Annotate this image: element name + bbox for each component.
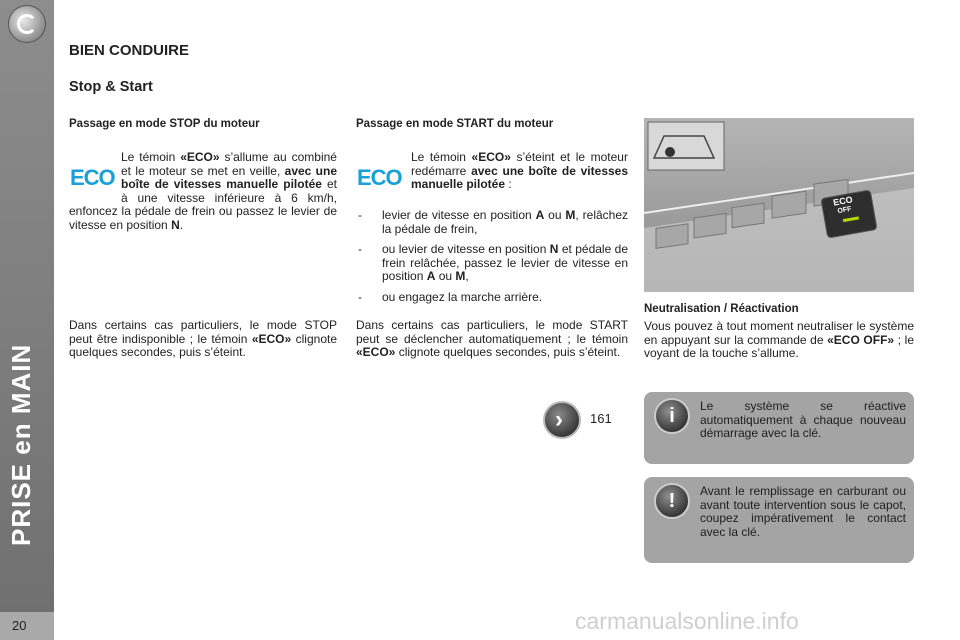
subsection-title: Stop & Start bbox=[69, 79, 153, 95]
dashboard-photo bbox=[644, 118, 914, 292]
warning-box bbox=[644, 477, 914, 563]
stop-mode-heading: Passage en mode STOP du moteur bbox=[69, 118, 260, 130]
info-icon: i bbox=[654, 398, 690, 434]
stop-mode-text: Le témoin «ECO» s’allume au combiné et le moteur se met en veille, avec une boîte de vitesses manuelle pilotée et à une vitesse inférieure à 6 km/h, enfoncez la pédale de frein ou passez le levier de vitesse en position N. bbox=[69, 150, 337, 232]
list-item: - levier de vitesse en position A ou M, relâchez la pédale de frein, bbox=[356, 209, 628, 236]
stop-mode-note: Dans certains cas particuliers, le mode STOP peut être indisponible ; le témoin «ECO» clignote quelques secondes, puis s’éteint. bbox=[69, 318, 338, 359]
info-box bbox=[644, 392, 914, 464]
page-reference: 161 bbox=[590, 411, 612, 426]
warning-text: Avant le remplissage en carburant ou avant toute intervention sous le capot, coupez impérativement le contact avec la clé. bbox=[700, 484, 906, 539]
eco-off-button-label: ECO OFF bbox=[832, 194, 854, 216]
eco-icon: ECO bbox=[357, 165, 402, 190]
info-text: Le système se réactive automatiquement à chaque nouveau démarrage avec la clé. bbox=[700, 399, 906, 440]
list-item: - ou engagez la marche arrière. bbox=[356, 291, 628, 305]
start-mode-heading: Passage en mode START du moteur bbox=[356, 118, 554, 130]
neutralisation-heading: Neutralisation / Réactivation bbox=[644, 303, 799, 315]
brand-logo-icon bbox=[8, 5, 46, 43]
warning-icon: ! bbox=[654, 483, 690, 519]
start-mode-text: Le témoin «ECO» s’éteint et le moteur redémarre avec une boîte de vitesses manuelle pilotée : bbox=[411, 150, 629, 191]
page-reference-arrow-icon: › bbox=[543, 401, 581, 439]
watermark: carmanualsonline.info bbox=[575, 608, 799, 634]
neutralisation-text: Vous pouvez à tout moment neutraliser le système en appuyant sur la commande de «ECO OFF» ; le voyant de la touche s’allume. bbox=[644, 319, 914, 360]
start-mode-note: Dans certains cas particuliers, le mode START peut se déclencher automatiquement ; le témoin «ECO» clignote quelques secondes, puis s’éteint. bbox=[356, 318, 628, 359]
section-title: BIEN CONDUIRE bbox=[69, 42, 190, 59]
sidebar-title: PRISE en MAIN bbox=[6, 343, 36, 546]
sidebar bbox=[0, 0, 54, 640]
dashboard-illustration bbox=[644, 118, 914, 292]
list-item: - ou levier de vitesse en position N et pédale de frein relâchée, passez le levier de vitesse en position A ou M, bbox=[356, 243, 628, 284]
eco-icon: ECO bbox=[70, 165, 115, 190]
start-conditions-list bbox=[356, 209, 628, 311]
page-number: 20 bbox=[0, 612, 54, 640]
